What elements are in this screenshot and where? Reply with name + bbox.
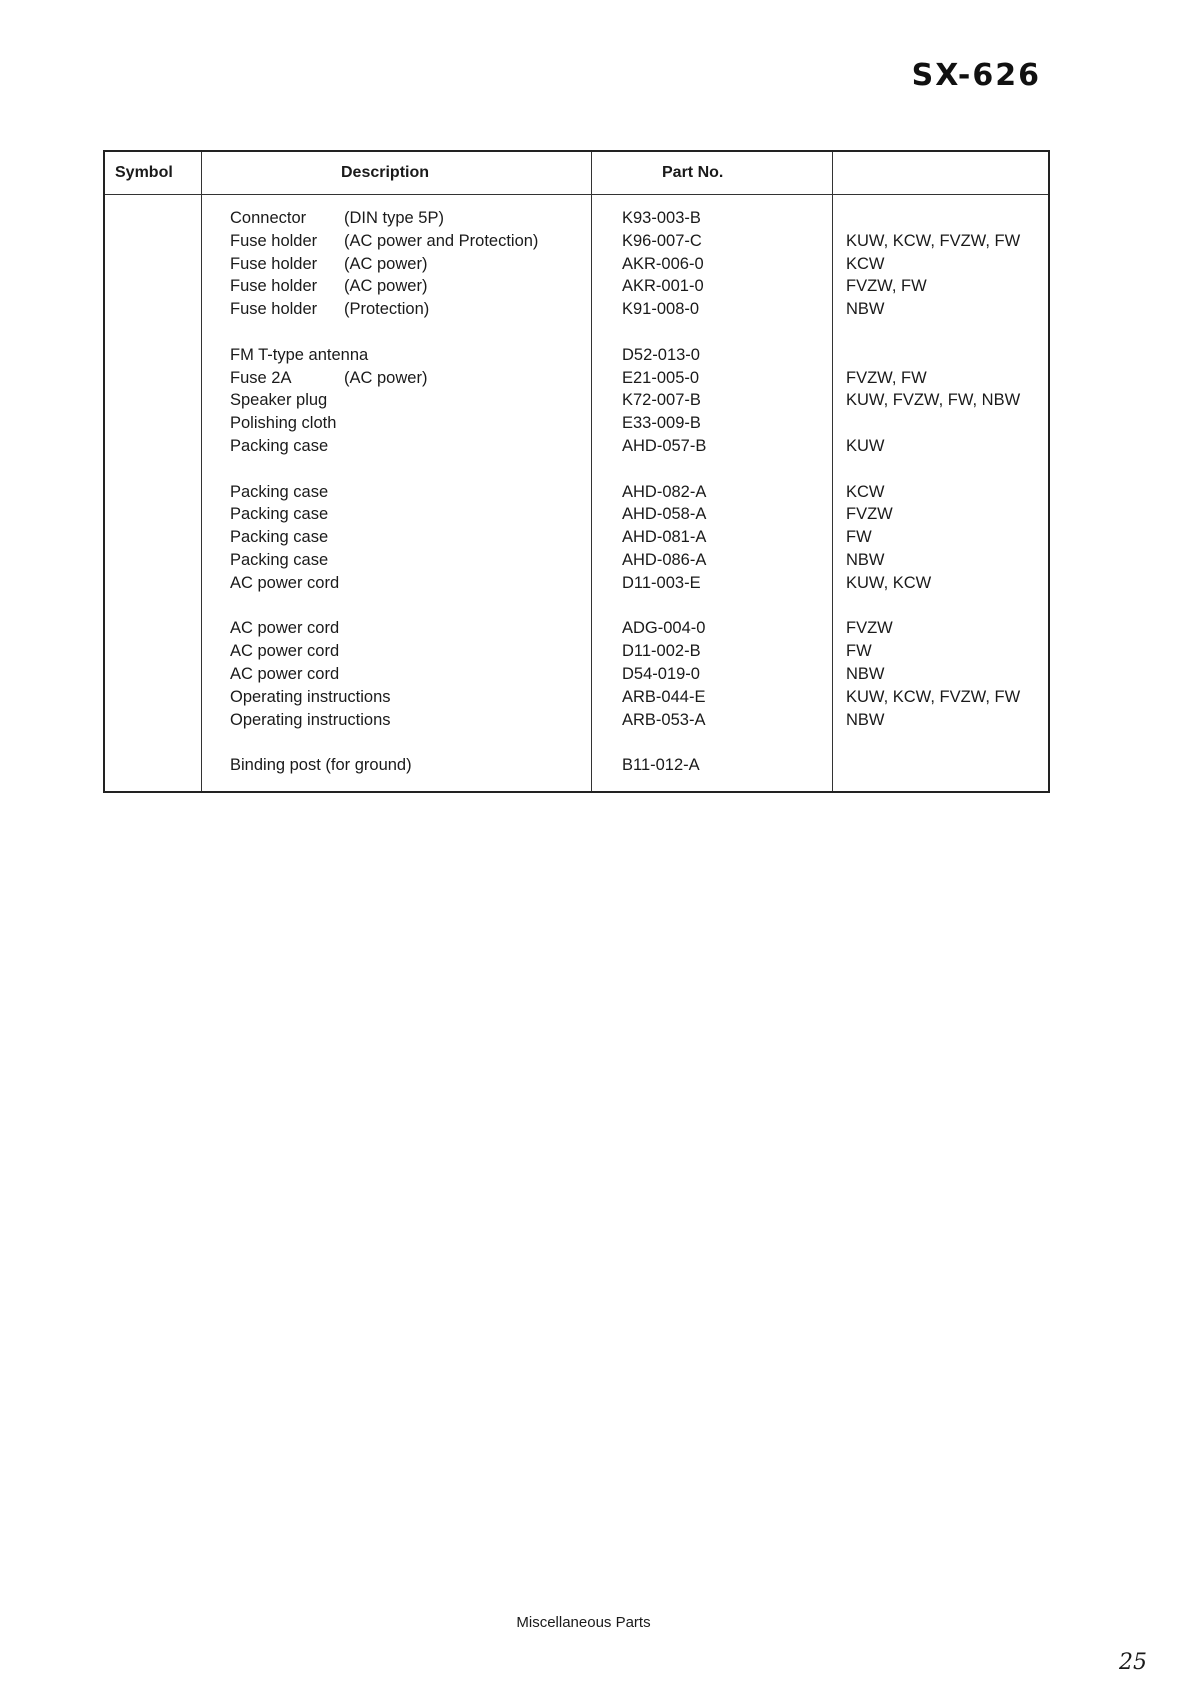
part-number: D11-002-B — [622, 642, 701, 661]
group-spacer — [846, 458, 1020, 481]
group-spacer — [846, 321, 1020, 344]
part-detail: (DIN type 5P) — [344, 209, 444, 227]
part-number: AKR-001-0 — [622, 277, 704, 296]
part-number: K91-008-0 — [622, 300, 700, 319]
part-number: ADG-004-0 — [622, 619, 706, 638]
description-cell — [230, 253, 538, 276]
part-name: Packing case — [230, 436, 329, 455]
description-cell — [230, 572, 538, 595]
destination-codes: FVZW, FW — [846, 368, 927, 387]
description-cell — [230, 389, 538, 412]
parts-table — [103, 150, 1050, 793]
description-cell — [230, 549, 538, 572]
header-part-no: Part No. — [662, 164, 724, 181]
group-spacer — [622, 731, 706, 754]
column-divider — [591, 152, 592, 791]
part-name: Fuse holder — [230, 300, 318, 319]
part-number: ARB-044-E — [622, 687, 706, 706]
destination-codes: KUW, KCW — [846, 573, 932, 592]
group-spacer — [846, 595, 1020, 618]
part-number: K93-003-B — [622, 209, 701, 227]
destination-codes — [846, 412, 1020, 435]
destination-codes: NBW — [846, 664, 885, 683]
part-number: AKR-006-0 — [622, 254, 704, 273]
part-name: AC power cord — [230, 573, 340, 592]
destination-codes: FVZW, FW — [846, 277, 927, 296]
destination-codes: KUW, KCW, FVZW, FW — [846, 231, 1021, 250]
model-number: SX-626 — [911, 58, 1041, 93]
part-number: AHD-082-A — [622, 482, 707, 501]
part-name: AC power cord — [230, 664, 340, 683]
part-number: ARB-053-A — [622, 710, 706, 729]
part-number: E21-005-0 — [622, 368, 700, 387]
part-detail: (AC power and Protection) — [344, 231, 539, 250]
page-number: 25 — [1119, 1650, 1147, 1675]
destination-codes: NBW — [846, 300, 885, 319]
part-number-column — [622, 207, 706, 777]
destination-codes: FW — [846, 642, 872, 661]
description-cell — [230, 686, 538, 709]
part-number: K96-007-C — [622, 231, 702, 250]
part-name: Packing case — [230, 505, 329, 524]
destination-codes: KUW — [846, 436, 885, 455]
part-name: Connector — [230, 209, 307, 227]
column-divider — [832, 152, 833, 791]
description-cell — [230, 754, 538, 777]
destination-codes: NBW — [846, 550, 885, 569]
part-name: AC power cord — [230, 619, 340, 638]
destination-codes: NBW — [846, 710, 885, 729]
description-cell — [230, 640, 538, 663]
part-name: Fuse 2A — [230, 368, 292, 387]
description-cell — [230, 617, 538, 640]
part-name: Packing case — [230, 550, 329, 569]
destination-codes: FVZW — [846, 505, 893, 524]
part-name: Fuse holder — [230, 277, 318, 296]
part-number: D11-003-E — [622, 573, 701, 592]
group-spacer — [622, 321, 706, 344]
header-divider — [105, 194, 1048, 195]
destination-codes: FVZW — [846, 619, 893, 638]
part-number: B11-012-A — [622, 756, 700, 775]
destination-codes — [846, 207, 1020, 230]
destination-codes: FW — [846, 528, 872, 547]
destination-codes — [846, 344, 1020, 367]
part-number: AHD-086-A — [622, 550, 707, 569]
destination-codes: KCW — [846, 254, 885, 273]
group-spacer — [622, 458, 706, 481]
part-name: Operating instructions — [230, 687, 391, 706]
description-cell — [230, 230, 538, 253]
part-number: E33-009-B — [622, 414, 701, 433]
group-spacer — [230, 458, 538, 481]
part-number: D52-013-0 — [622, 345, 700, 364]
part-number: D54-019-0 — [622, 664, 700, 683]
part-number: AHD-081-A — [622, 528, 707, 547]
part-name: Packing case — [230, 482, 329, 501]
part-name: AC power cord — [230, 642, 340, 661]
header-description: Description — [341, 164, 430, 181]
destination-codes: KUW, FVZW, FW, NBW — [846, 391, 1021, 410]
description-cell — [230, 435, 538, 458]
description-cell — [230, 298, 538, 321]
group-spacer — [622, 595, 706, 618]
part-name: Binding post (for ground) — [230, 756, 412, 775]
description-cell — [230, 367, 538, 390]
part-name: Fuse holder — [230, 231, 318, 250]
description-column — [230, 207, 538, 777]
description-cell — [230, 663, 538, 686]
part-name: Operating instructions — [230, 710, 391, 729]
description-cell — [230, 412, 538, 435]
description-cell — [230, 207, 538, 230]
part-detail: (AC power) — [344, 254, 428, 273]
part-name: Speaker plug — [230, 391, 328, 410]
part-number: AHD-057-B — [622, 436, 707, 455]
part-number: K72-007-B — [622, 391, 701, 410]
description-cell — [230, 344, 538, 367]
remarks-column — [846, 207, 1020, 777]
destination-codes: KCW — [846, 482, 885, 501]
section-title: Miscellaneous Parts — [516, 1614, 651, 1631]
description-cell — [230, 709, 538, 732]
group-spacer — [230, 595, 538, 618]
part-name: Polishing cloth — [230, 414, 337, 433]
description-cell — [230, 526, 538, 549]
column-divider — [201, 152, 202, 791]
group-spacer — [230, 321, 538, 344]
description-cell — [230, 275, 538, 298]
part-number: AHD-058-A — [622, 505, 707, 524]
part-name: Packing case — [230, 528, 329, 547]
group-spacer — [846, 731, 1020, 754]
part-name: FM T-type antenna — [230, 345, 369, 364]
header-symbol: Symbol — [115, 164, 173, 181]
group-spacer — [230, 731, 538, 754]
part-detail: (AC power) — [344, 277, 428, 296]
part-detail: (Protection) — [344, 300, 430, 319]
destination-codes — [846, 754, 1020, 777]
destination-codes: KUW, KCW, FVZW, FW — [846, 687, 1021, 706]
description-cell — [230, 481, 538, 504]
description-cell — [230, 503, 538, 526]
part-name: Fuse holder — [230, 254, 318, 273]
part-detail: (AC power) — [344, 368, 428, 387]
